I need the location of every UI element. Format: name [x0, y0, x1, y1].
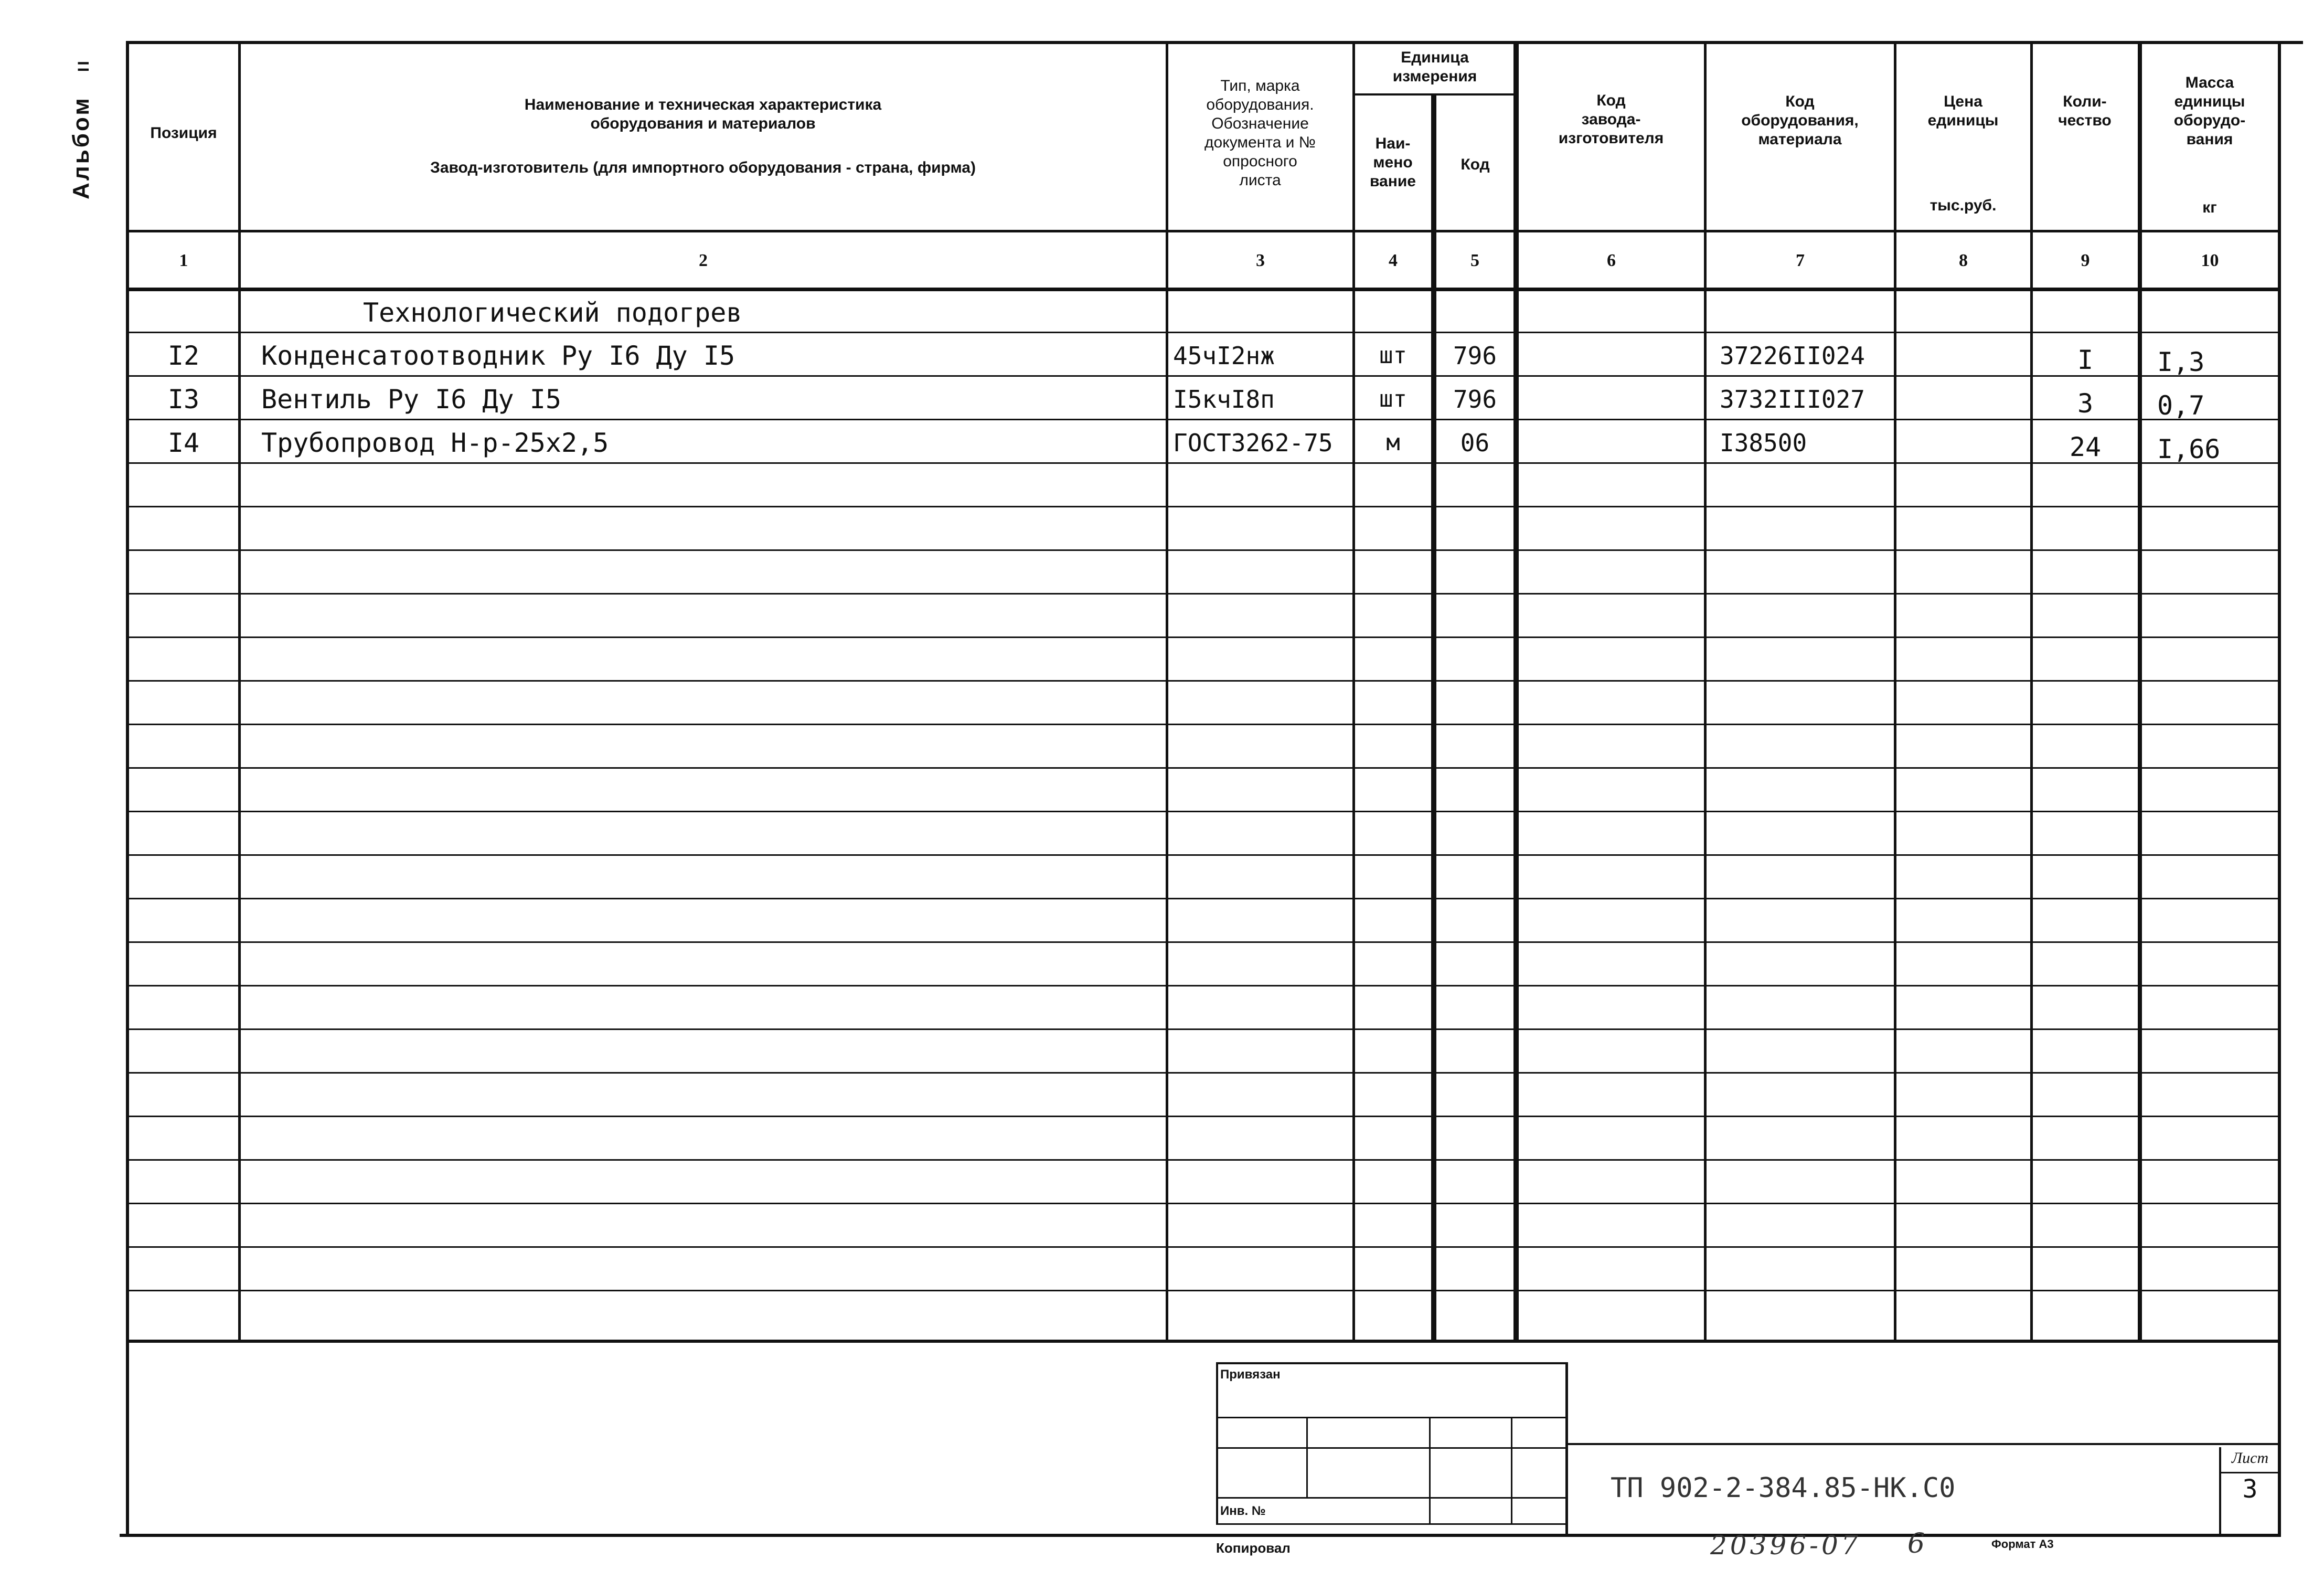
- inv-number-label: Инв. №: [1220, 1504, 1266, 1518]
- row-unit: м: [1386, 429, 1400, 456]
- row-unit: шт: [1379, 342, 1407, 369]
- format-label: Формат А3: [1991, 1537, 2054, 1551]
- column-number: 6: [1607, 251, 1616, 270]
- row-name: Трубопровод Н-р-25х2,5: [261, 428, 609, 458]
- header-type-line: оборудования.: [1206, 96, 1314, 113]
- side-label-num: II: [75, 59, 92, 72]
- row-position: I3: [167, 384, 200, 415]
- row-unit-code: 796: [1453, 385, 1497, 413]
- document-code: ТП 902-2-384.85-НК.С0: [1611, 1472, 1956, 1504]
- header-unit-name-line: мено: [1373, 154, 1413, 171]
- header-factory-code-line: завода-: [1581, 111, 1641, 128]
- row-unit: шт: [1379, 386, 1407, 412]
- column-number: 1: [179, 251, 188, 270]
- row-unit-code: 796: [1453, 342, 1497, 370]
- header-factory-code-line: изготовителя: [1558, 130, 1664, 147]
- header-position: Позиция: [150, 124, 217, 142]
- header-price-line: Цена: [1944, 93, 1982, 110]
- side-label-text: Альбом: [68, 96, 94, 199]
- column-number: 9: [2081, 251, 2090, 270]
- header-mass-line: единицы: [2174, 93, 2245, 110]
- header-quantity-line: чество: [2058, 112, 2112, 129]
- row-mass: I,3: [2157, 347, 2205, 377]
- header-unit-group-line: измерения: [1392, 68, 1477, 85]
- row-quantity: 3: [2077, 388, 2094, 419]
- header-equip-code-line: оборудования,: [1741, 112, 1859, 129]
- row-mass: I,66: [2157, 434, 2221, 464]
- header-mass-unit: кг: [2202, 199, 2217, 216]
- privyazan-label: Привязан: [1220, 1367, 1281, 1382]
- header-mass-line: оборудо-: [2173, 112, 2246, 129]
- header-price-unit: тыс.руб.: [1929, 197, 1997, 214]
- side-label: [68, 42, 100, 199]
- row-equip-code: I38500: [1720, 429, 1807, 457]
- header-equip-code-line: материала: [1758, 131, 1842, 148]
- column-number: 8: [1959, 251, 1968, 270]
- header-quantity-line: Коли-: [2063, 93, 2107, 110]
- row-unit-code: 06: [1460, 429, 1490, 457]
- header-type-line: Обозначение: [1211, 115, 1309, 132]
- stamp-digit: 6: [1907, 1528, 1925, 1559]
- header-type-line: Тип, марка: [1220, 77, 1300, 94]
- row-type: I5кчI8п: [1173, 385, 1275, 413]
- row-mass: 0,7: [2157, 390, 2205, 421]
- header-price-line: единицы: [1927, 112, 1999, 129]
- stamp-number: 20396-07: [1710, 1530, 1861, 1561]
- column-number: 10: [2201, 251, 2219, 270]
- header-name-line3: Завод-изготовитель (для импортного оборудования - страна, фирма): [430, 159, 976, 176]
- kopiroval-label: Копировал: [1216, 1540, 1291, 1556]
- header-unit-code: Код: [1461, 156, 1490, 173]
- column-number: 3: [1256, 251, 1265, 270]
- sheet-label: Лист: [2231, 1449, 2269, 1467]
- header-equip-code-line: Код: [1785, 93, 1815, 110]
- header-unit-group-line: Единица: [1401, 49, 1469, 66]
- header-unit-name-line: вание: [1370, 173, 1416, 190]
- row-position: I4: [167, 428, 200, 458]
- header-unit-name-line: Наи-: [1375, 135, 1411, 152]
- header-factory-code-line: Код: [1596, 92, 1626, 109]
- row-name: Конденсатоотводник Ру I6 Ду I5: [261, 341, 735, 371]
- header-type-line: листа: [1239, 172, 1281, 189]
- row-name: Вентиль Ру I6 Ду I5: [261, 384, 561, 415]
- row-quantity: I: [2077, 345, 2094, 375]
- row-quantity: 24: [2069, 432, 2102, 462]
- column-number: 7: [1796, 251, 1805, 270]
- header-mass-line: Масса: [2185, 74, 2234, 91]
- header-mass-line: вания: [2186, 131, 2233, 148]
- section-title: Технологический подогрев: [363, 298, 742, 328]
- column-number: 4: [1389, 251, 1398, 270]
- column-number: 5: [1470, 251, 1479, 270]
- header-type-line: опросного: [1223, 153, 1297, 170]
- row-type: 45чI2нж: [1173, 342, 1275, 370]
- column-number: 2: [699, 251, 708, 270]
- sheet-number: 3: [2242, 1474, 2258, 1504]
- row-type: ГОСТ3262-75: [1173, 429, 1333, 457]
- row-equip-code: 3732III027: [1720, 385, 1865, 413]
- header-type-line: документа и №: [1204, 134, 1316, 151]
- row-equip-code: 37226II024: [1720, 342, 1865, 370]
- header-name-line1: Наименование и техническая характеристика: [524, 96, 882, 113]
- header-name-line2: оборудования и материалов: [590, 115, 816, 132]
- row-position: I2: [167, 341, 200, 371]
